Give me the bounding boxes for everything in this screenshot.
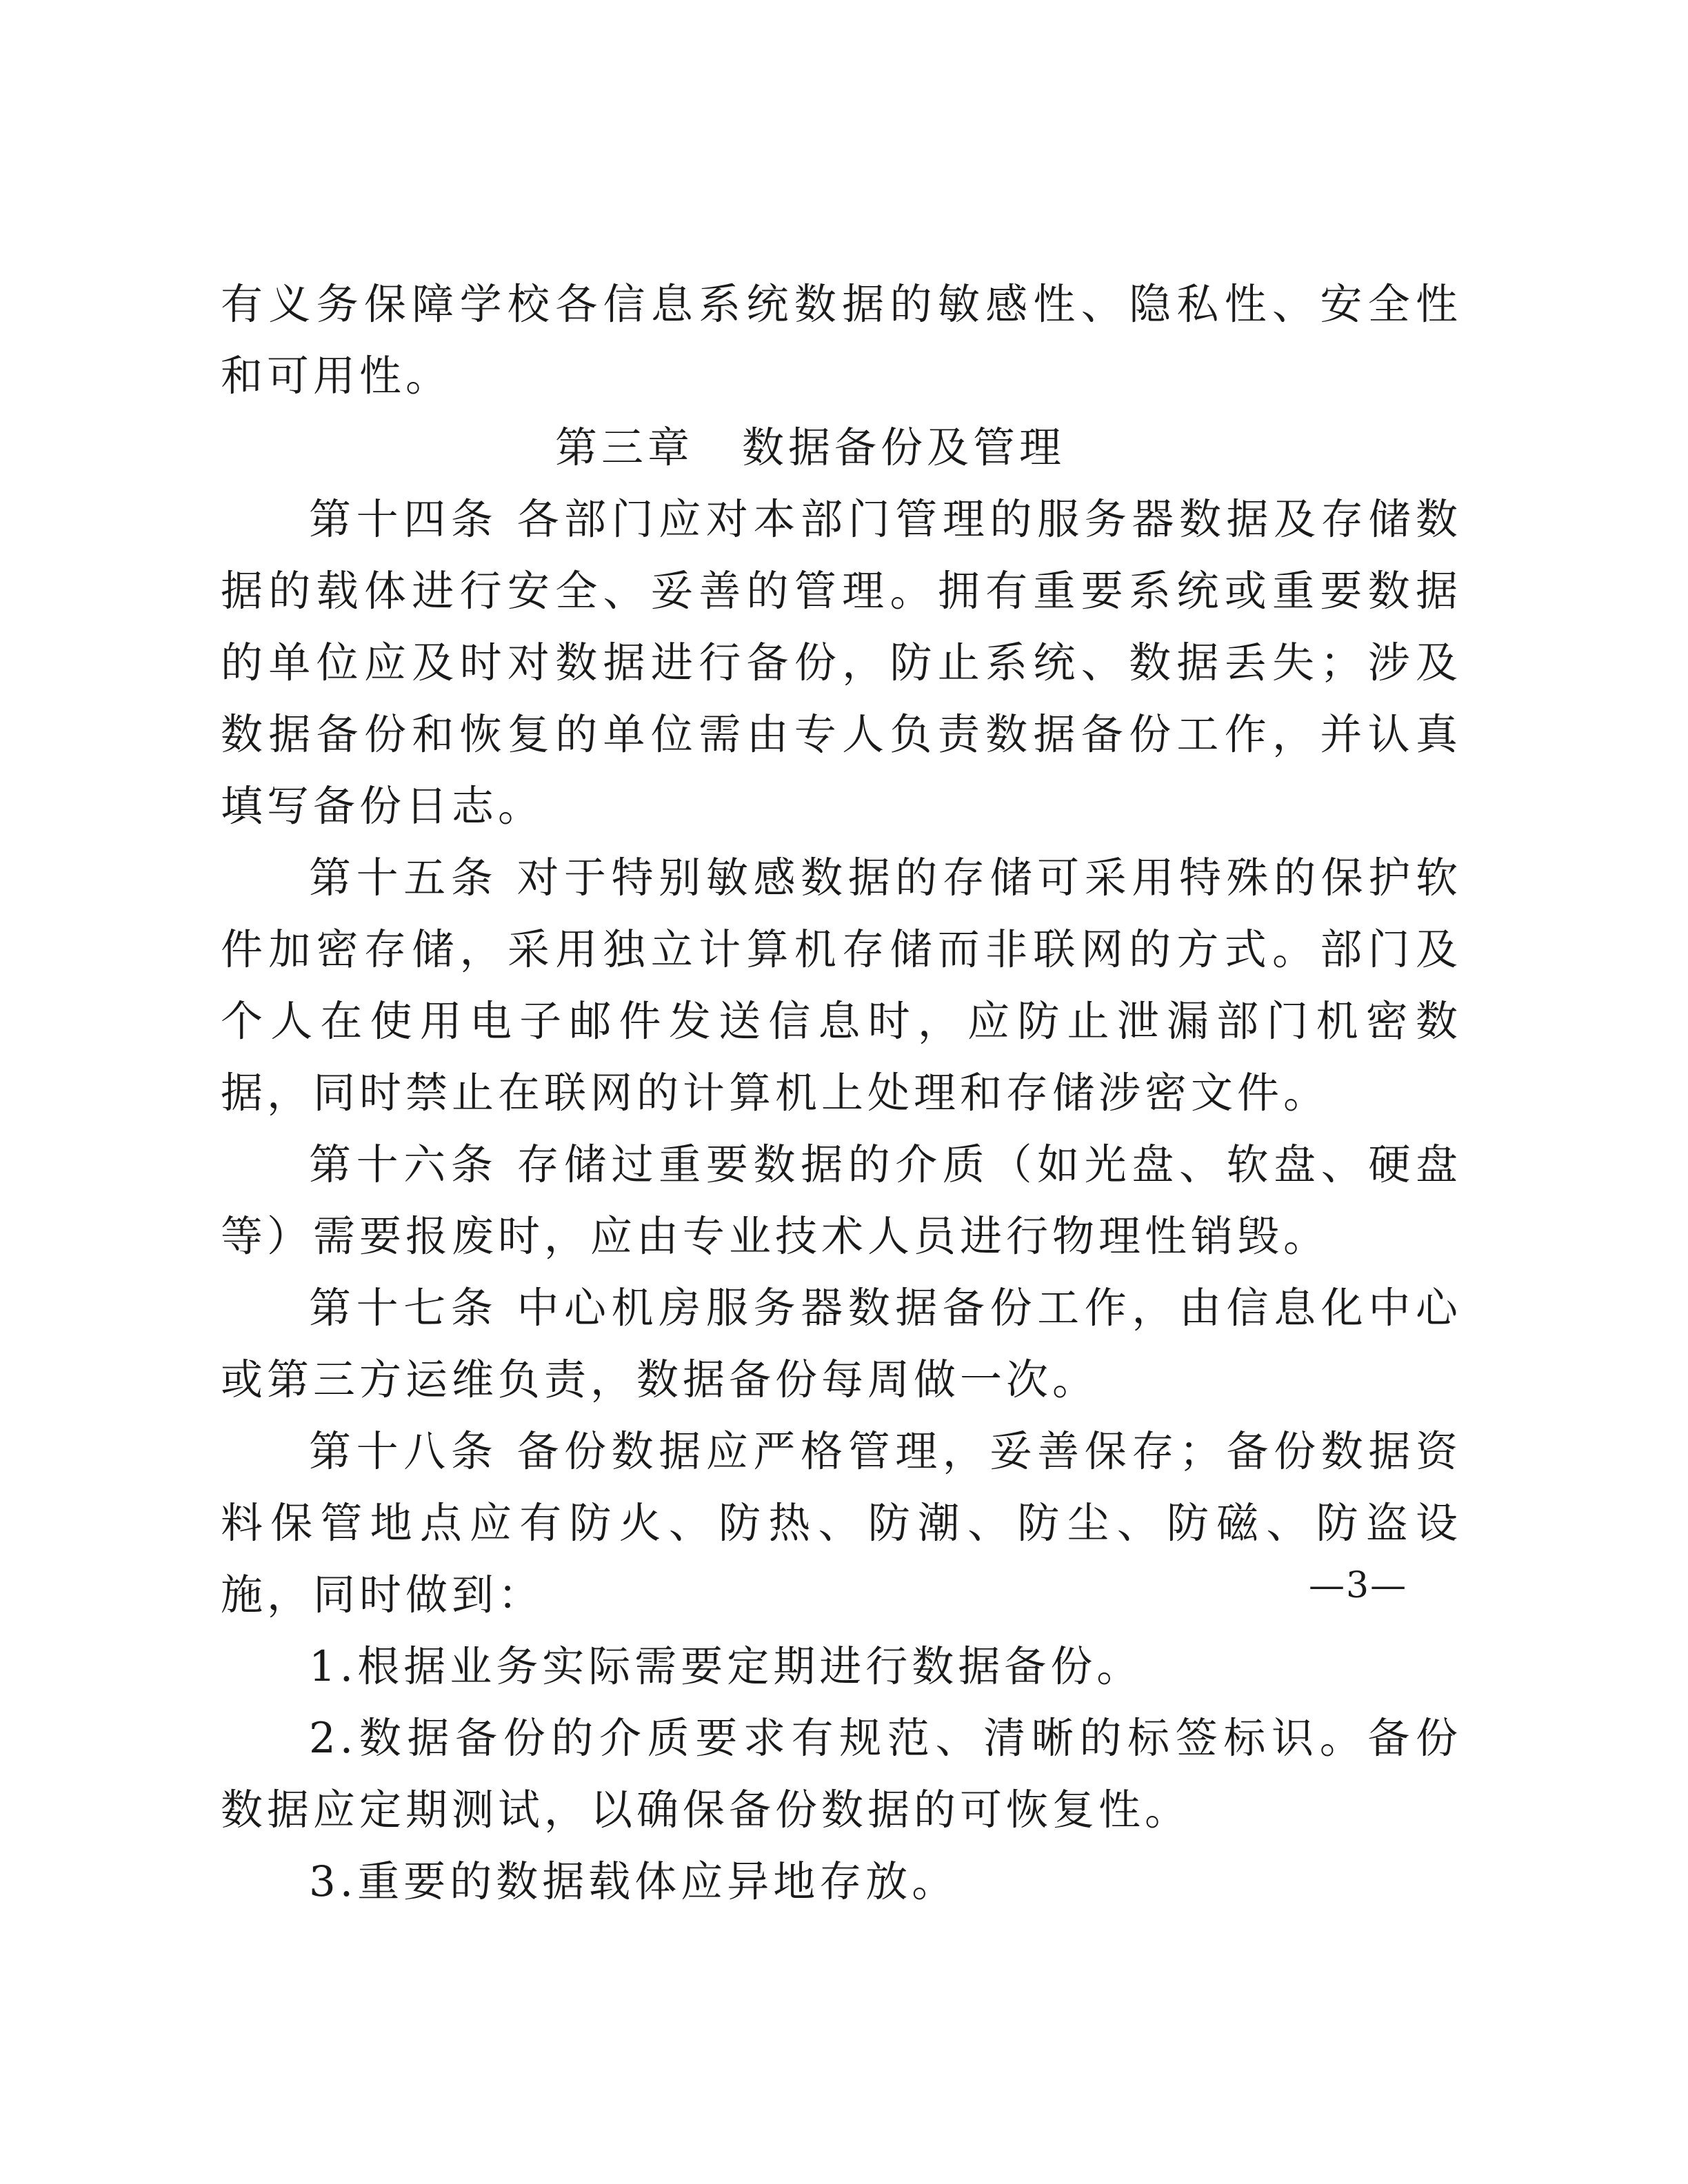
chapter-number: 第三章 [554,423,694,472]
article-label: 第十七条 [309,1284,499,1333]
article-text: 存储过重要数据的介质（如光盘、软盘、硬盘等）需要报废时，应由专业技术人员进行物理性销毁。 [221,1140,1462,1261]
list-item-2: 2.数据备份的介质要求有规范、清晰的标签标识。备份数据应定期测试，以确保备份数据的可恢复性。 [221,1714,1462,1834]
chapter-heading [221,412,1462,484]
article-text: 备份数据应严格管理，妥善保存；备份数据资料保管地点应有防火、防热、防潮、防尘、防磁、防盗设施，同时做到： [221,1427,1462,1619]
document-body [221,269,1462,1918]
article-text: 各部门应对本部门管理的服务器数据及存储数据的载体进行安全、妥善的管理。拥有重要系统或重要数据的单位应及时对数据进行备份，防止系统、数据丢失；涉及数据备份和恢复的单位需由专人负责数据备份工作，并认真填写备份日志。 [221,495,1462,831]
article-18 [221,1416,1462,1631]
page-number: —3— [1309,1565,1408,1606]
article-label: 第十八条 [309,1427,499,1476]
intro-paragraph: 有义务保障学校各信息系统数据的敏感性、隐私性、安全性和可用性。 [221,280,1462,401]
chapter-title: 数据备份及管理 [742,423,1066,472]
article-14 [221,484,1462,842]
list-item-1: 1.根据业务实际需要定期进行数据备份。 [309,1642,1143,1691]
article-16 [221,1129,1462,1273]
article-label: 第十四条 [309,495,499,544]
article-17 [221,1273,1462,1416]
article-label: 第十五条 [309,853,499,902]
article-15 [221,842,1462,1129]
article-label: 第十六条 [309,1140,499,1189]
article-text: 中心机房服务器数据备份工作，由信息化中心或第三方运维负责，数据备份每周做一次。 [221,1284,1462,1404]
list-item-3: 3.重要的数据载体应异地存放。 [309,1857,958,1906]
article-text: 对于特别敏感数据的存储可采用特殊的保护软件加密存储，采用独立计算机存储而非联网的方式。部门及个人在使用电子邮件发送信息时，应防止泄漏部门机密数据，同时禁止在联网的计算机上处理和存储涉密文件。 [221,853,1462,1118]
